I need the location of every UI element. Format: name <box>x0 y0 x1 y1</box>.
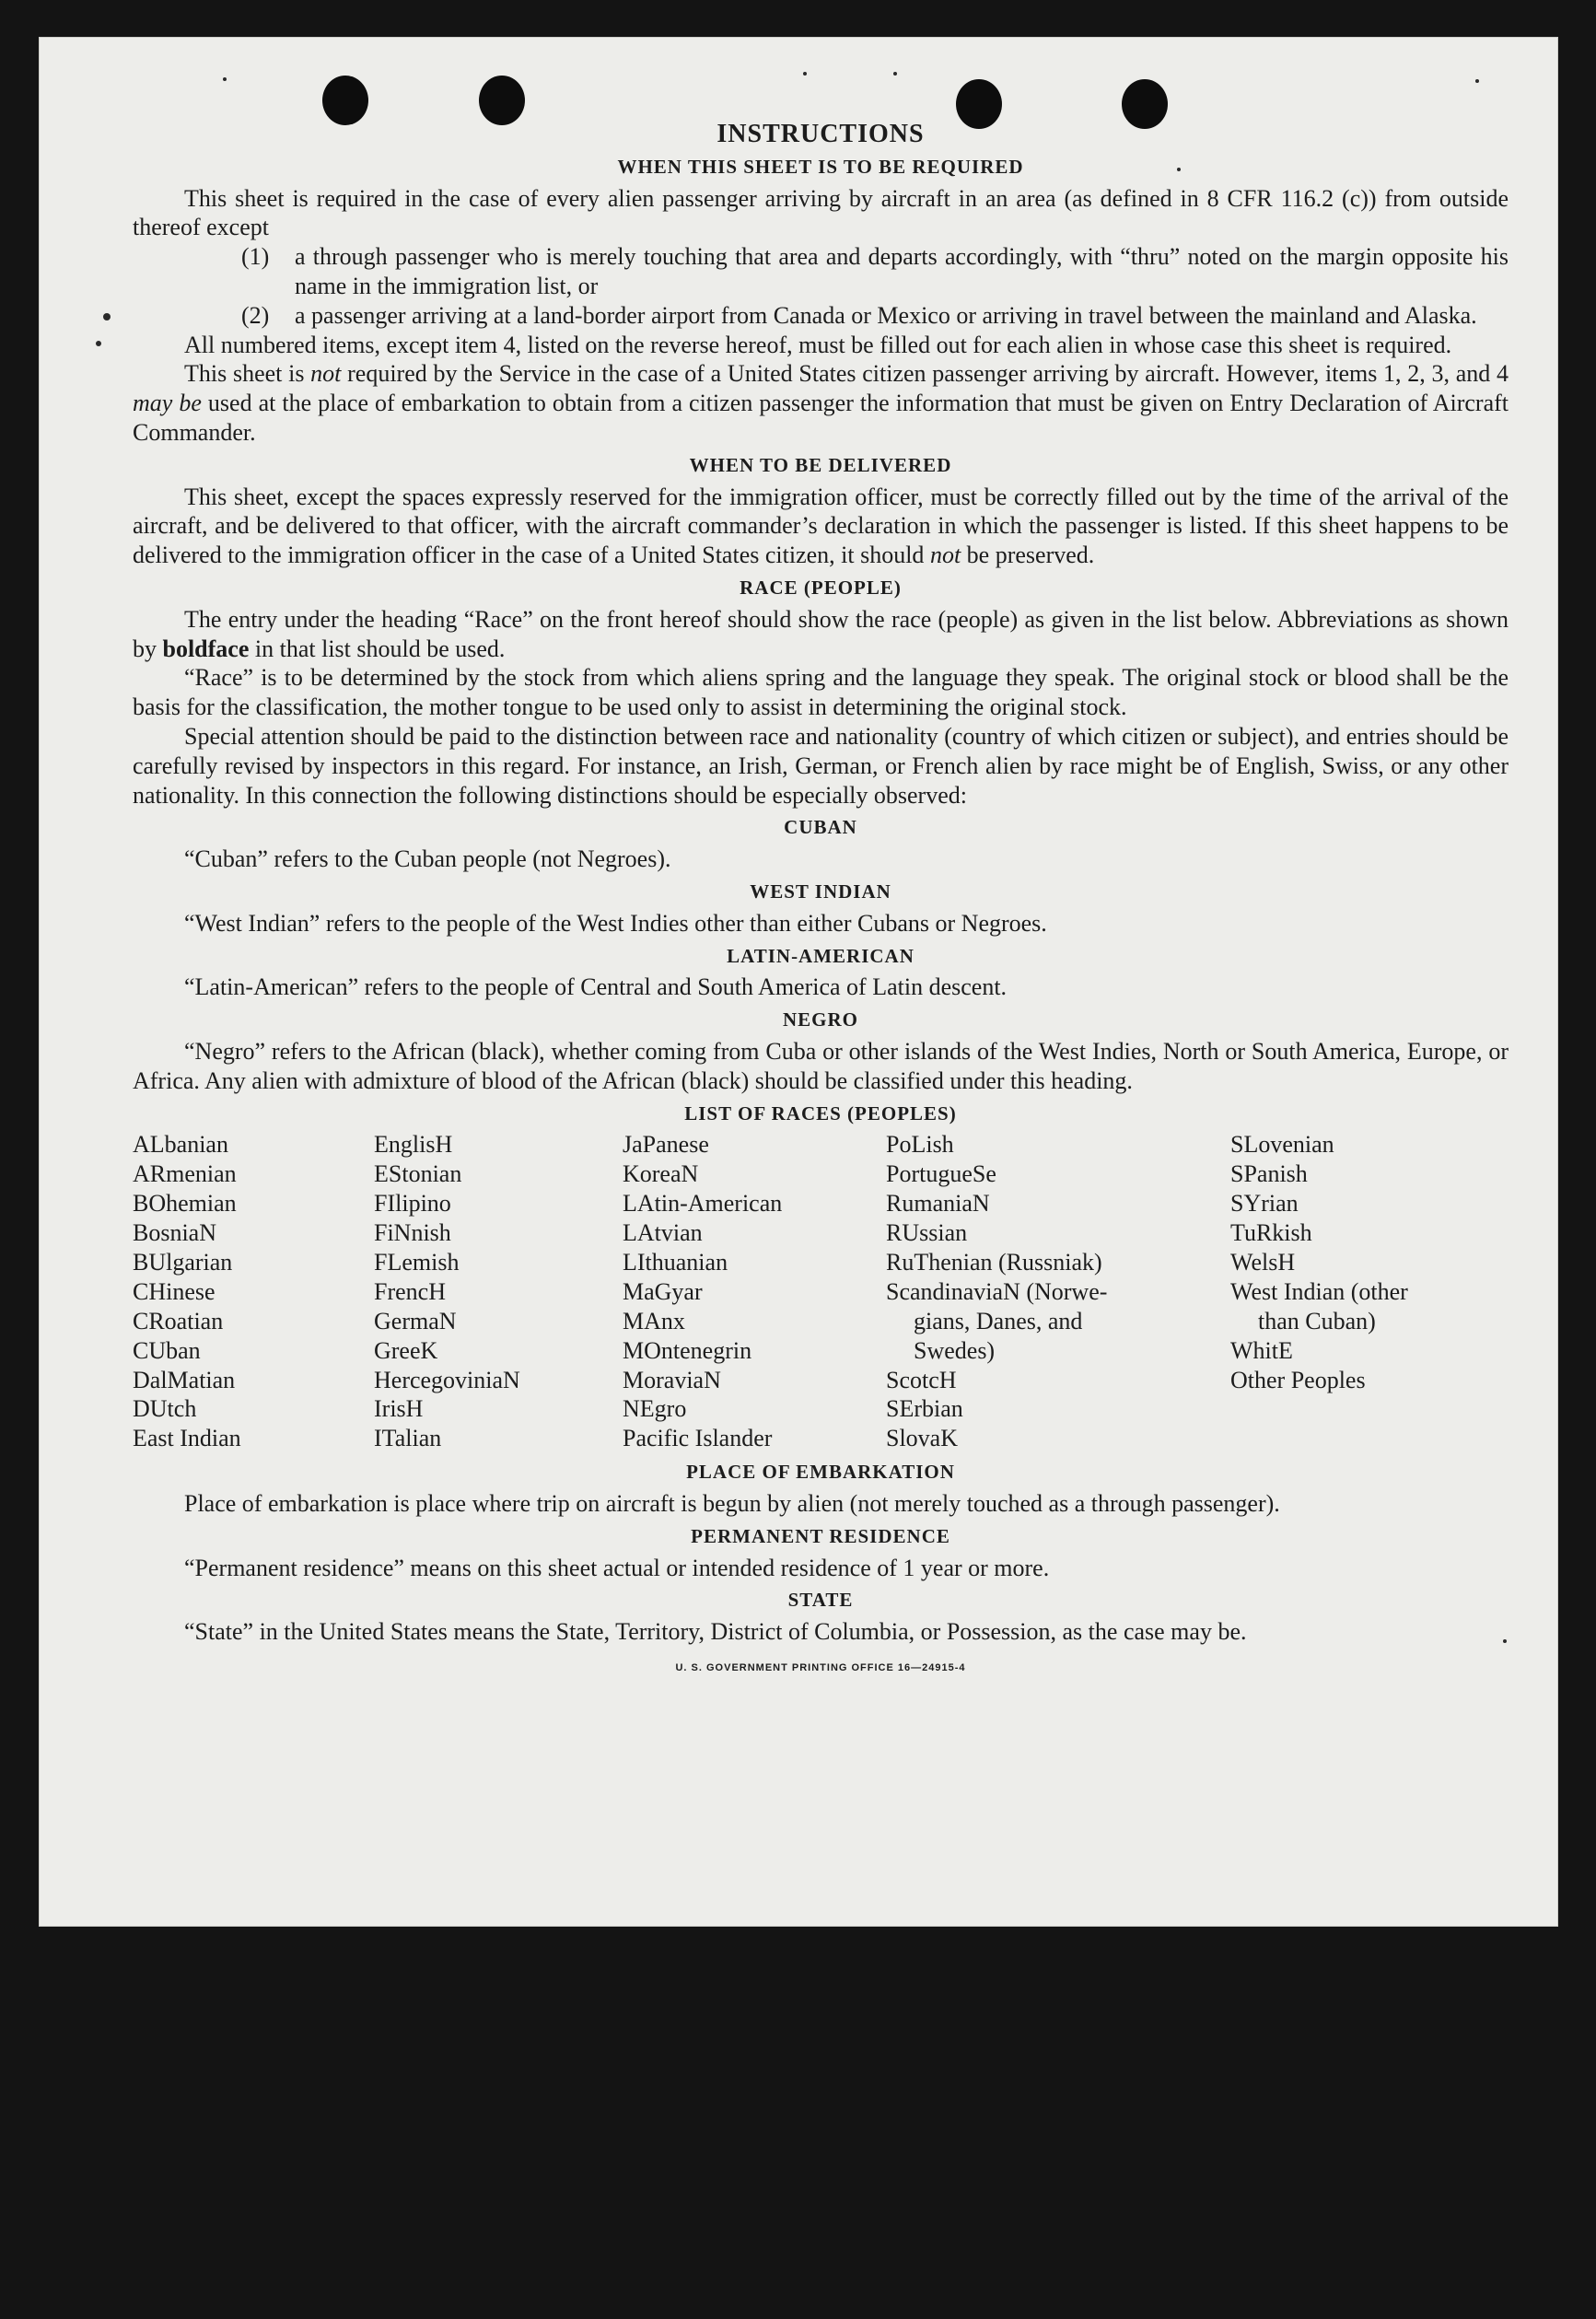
document-sheet <box>39 37 1558 1927</box>
race-entry: RumaniaN <box>886 1190 990 1218</box>
paragraph-west-indian: “West Indian” refers to the people of the West Indies other than either Cubans or Negroes. <box>184 909 1047 937</box>
races-column-5 <box>1230 1130 1408 1394</box>
race-entry-continued: than Cuban) <box>1258 1307 1376 1334</box>
printer-imprint: U. S. GOVERNMENT PRINTING OFFICE 16—24915-4 <box>675 1662 966 1674</box>
top-border <box>0 0 1596 37</box>
punch-hole-2 <box>479 76 525 125</box>
race-entry: LAtin-American <box>623 1190 783 1218</box>
speck <box>803 72 807 76</box>
race-entry: MoraviaN <box>623 1366 721 1393</box>
race-entry: PortugueSe <box>886 1160 996 1188</box>
race-entry: BOhemian <box>133 1190 237 1218</box>
race-entry: West Indian (other <box>1230 1277 1408 1305</box>
race-entry: WhitE <box>1230 1336 1293 1364</box>
race-entry: IrisH <box>374 1395 424 1423</box>
race-entry: MAnx <box>623 1307 685 1334</box>
paragraph-negro: “Negro” refers to the African (black), whether coming from Cuba or other islands of the West Indies, North or South America, Europe, or Africa. Any alien with admixture of blood of the African (black) should be classified under this heading. <box>133 1037 1509 1094</box>
heading-list-of-races: LIST OF RACES (PEOPLES) <box>684 1101 957 1125</box>
races-column-3 <box>623 1130 782 1453</box>
race-entry: HercegoviniaN <box>374 1366 520 1393</box>
paragraph-permanent-residence: “Permanent residence” means on this sheet actual or intended residence of 1 year or more. <box>184 1554 1050 1581</box>
paragraph-numbered-items: All numbered items, except item 4, listed on the reverse hereof, must be filled out for each alien in whose case this sheet is required. <box>184 331 1452 358</box>
paragraph-citizen-passenger: This sheet is not required by the Service in the case of a United States citizen passenger arriving by aircraft. However, items 1, 2, 3, and 4 may be used at the place of embarkation to obtain from a citizen passenger the information that must be given on Entry Declaration of Aircraft Commander. <box>133 360 1509 446</box>
race-entry: Pacific Islander <box>623 1425 773 1452</box>
races-column-1 <box>133 1130 241 1453</box>
exceptions-list <box>241 242 1509 330</box>
race-entry: FiNnish <box>374 1219 451 1247</box>
heading-cuban: CUBAN <box>784 816 857 839</box>
race-entry-continued: gians, Danes, and <box>914 1307 1083 1334</box>
race-entry: TuRkish <box>1230 1219 1312 1247</box>
race-entry-continued: Swedes) <box>914 1336 996 1364</box>
speck <box>1475 79 1479 83</box>
races-list <box>133 1130 1509 1454</box>
heading-race: RACE (PEOPLE) <box>740 576 902 599</box>
speck <box>893 72 897 76</box>
paragraph-latin-american: “Latin-American” refers to the people of Central and South America of Latin descent. <box>184 973 1008 1001</box>
heading-permanent-residence: PERMANENT RESIDENCE <box>691 1524 950 1547</box>
race-entry: BosniaN <box>133 1219 216 1247</box>
race-entry: SlovaK <box>886 1425 958 1452</box>
paragraph-required-intro: This sheet is required in the case of every alien passenger arriving by aircraft in an area (as defined in 8 CFR 116.2 (c)) from outside thereof except <box>133 184 1509 241</box>
item-text: a through passenger who is merely touching that area and departs accordingly, with “thru” noted on the margin opposite his name in the immigration list, or <box>295 243 1509 299</box>
race-entry: EStonian <box>374 1160 462 1188</box>
speck <box>103 313 111 320</box>
race-entry: Other Peoples <box>1230 1366 1366 1393</box>
list-item <box>241 301 1509 331</box>
races-column-4 <box>886 1130 1107 1453</box>
race-entry: FrencH <box>374 1277 446 1305</box>
race-entry: LIthuanian <box>623 1248 728 1276</box>
race-entry: ScandinaviaN (Norwe- <box>886 1277 1108 1305</box>
paragraph-race-definition: “Race” is to be determined by the stock from which aliens spring and the language they speak. The original stock or blood shall be the basis for the classification, the mother tongue to be used only to assist in determining the original stock. <box>133 664 1509 721</box>
heading-when-delivered: WHEN TO BE DELIVERED <box>689 453 952 476</box>
race-entry: GreeK <box>374 1336 438 1364</box>
heading-latin-american: LATIN-AMERICAN <box>727 944 914 967</box>
race-entry: SYrian <box>1230 1190 1299 1218</box>
speck <box>223 77 227 81</box>
race-entry: SErbian <box>886 1395 963 1423</box>
race-entry: RuThenian (Russniak) <box>886 1248 1102 1276</box>
race-entry: KoreaN <box>623 1160 699 1188</box>
race-entry: ScotcH <box>886 1366 957 1393</box>
race-entry: CUban <box>133 1336 201 1364</box>
race-entry: DUtch <box>133 1395 197 1423</box>
race-entry: GermaN <box>374 1307 457 1334</box>
speck <box>96 341 101 346</box>
page-title: INSTRUCTIONS <box>716 120 925 148</box>
item-number: (1) <box>241 243 270 271</box>
race-entry: SPanish <box>1230 1160 1308 1188</box>
race-entry: East Indian <box>133 1425 241 1452</box>
race-entry: BUlgarian <box>133 1248 233 1276</box>
race-entry: RUssian <box>886 1219 968 1247</box>
race-entry: ALbanian <box>133 1131 228 1159</box>
paragraph-cuban: “Cuban” refers to the Cuban people (not Negroes). <box>184 845 671 873</box>
heading-negro: NEGRO <box>782 1008 858 1031</box>
race-entry: MaGyar <box>623 1277 703 1305</box>
heading-state: STATE <box>787 1589 854 1612</box>
heading-west-indian: WEST INDIAN <box>750 880 891 903</box>
punch-hole-1 <box>322 76 368 125</box>
race-entry: PoLish <box>886 1131 954 1159</box>
race-entry: FLemish <box>374 1248 460 1276</box>
race-entry: JaPanese <box>623 1131 709 1159</box>
paragraph-state: “State” in the United States means the State, Territory, District of Columbia, or Possession, as the case may be. <box>184 1618 1247 1646</box>
instructions-content <box>133 120 1509 1684</box>
item-text: a passenger arriving at a land-border airport from Canada or Mexico or arriving in travel between the mainland and Alaska. <box>295 301 1477 329</box>
paragraph-embarkation: Place of embarkation is place where trip on aircraft is begun by alien (not merely touched as a through passenger). <box>184 1490 1280 1518</box>
race-entry: CHinese <box>133 1277 216 1305</box>
race-entry: CRoatian <box>133 1307 224 1334</box>
list-item <box>241 242 1509 301</box>
race-entry: DalMatian <box>133 1366 236 1393</box>
race-entry: ITalian <box>374 1425 442 1452</box>
paragraph-race-entry: The entry under the heading “Race” on the front hereof should show the race (people) as given in the list below. Abbreviations as shown by boldface in that list should be used. <box>133 605 1509 662</box>
paragraph-delivery: This sheet, except the spaces expressly reserved for the immigration officer, must be correctly filled out by the time of the arrival of the aircraft, and be delivered to that officer, with the aircraft commander’s declaration in which the passenger is listed. If this sheet happens to be delivered to the immigration officer in the case of a United States citizen, it should not be preserved. <box>133 483 1509 569</box>
race-entry: ARmenian <box>133 1160 237 1188</box>
race-entry: NEgro <box>623 1395 687 1423</box>
race-entry: SLovenian <box>1230 1131 1334 1159</box>
heading-when-required: WHEN THIS SHEET IS TO BE REQUIRED <box>617 155 1024 178</box>
paragraph-race-nationality: Special attention should be paid to the distinction between race and nationality (country of which citizen or subject), and entries should be carefully revised by inspectors in this regard. For instance, an Irish, German, or French alien by race might be of English, Swiss, or any other nationality. In this connection the following distinctions should be especially observed: <box>133 722 1509 809</box>
race-entry: MOntenegrin <box>623 1336 752 1364</box>
race-entry: FIlipino <box>374 1190 451 1218</box>
race-entry: EnglisH <box>374 1131 453 1159</box>
item-number: (2) <box>241 301 270 329</box>
race-entry: LAtvian <box>623 1219 703 1247</box>
race-entry: WelsH <box>1230 1248 1296 1276</box>
heading-embarkation: PLACE OF EMBARKATION <box>686 1461 955 1484</box>
races-column-2 <box>374 1130 520 1453</box>
